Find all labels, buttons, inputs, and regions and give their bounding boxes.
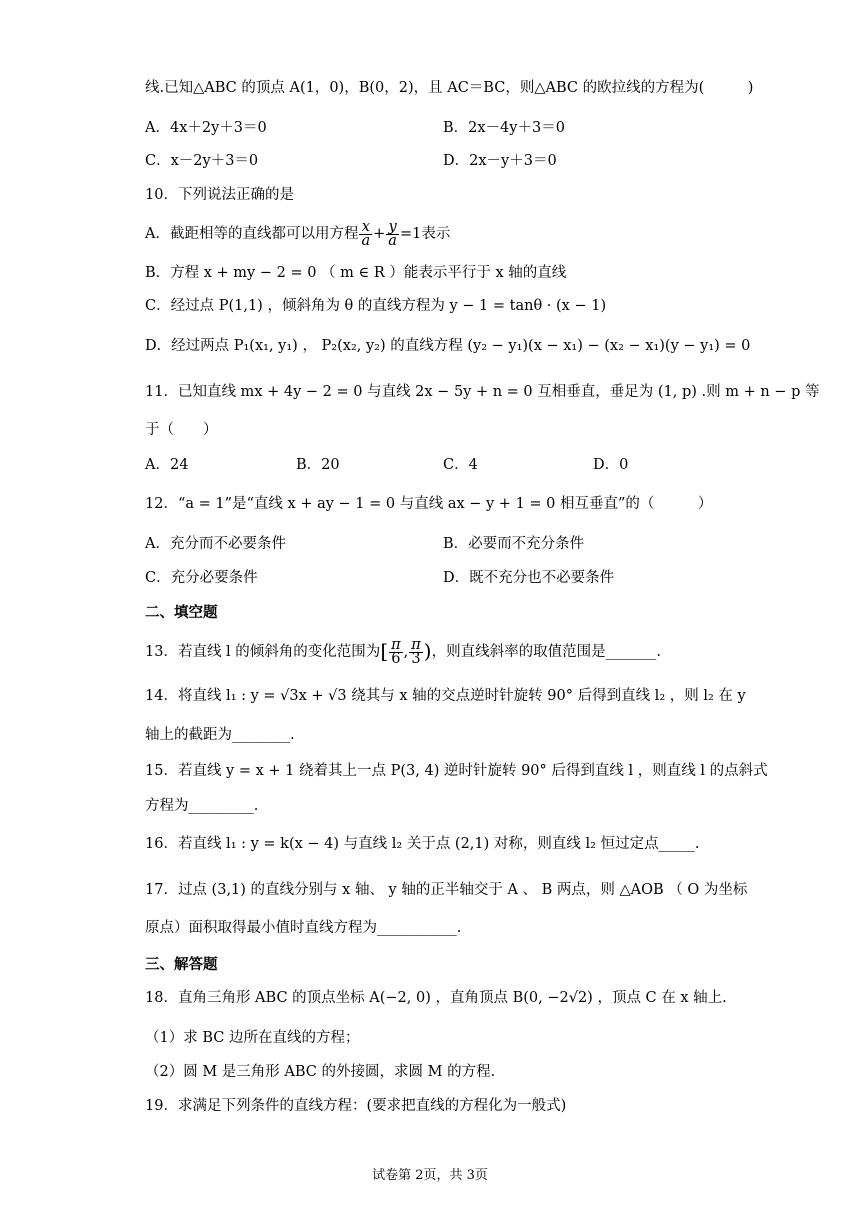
q12-option-c: C．充分必要条件 bbox=[145, 570, 258, 586]
q17-line1: 17．过点 (3,1) 的直线分别与 x 轴、 y 轴的正半轴交于 A 、 B 两点，则 △AOB （ O 为坐标 bbox=[145, 882, 748, 898]
page-footer: 试卷第 2页，共 3页 bbox=[372, 1168, 488, 1183]
q16-line: 16．若直线 l₁ : y = k(x − 4) 与直线 l₂ 关于点 (2,1) 对称，则直线 l₂ 恒过定点_____. bbox=[145, 836, 700, 852]
fraction-pi-over-6: $\frac{\pi}{6}$ bbox=[391, 636, 401, 667]
q14-line1: 14．将直线 l₁ : y = √3x + √3 绕其与 x 轴的交点逆时针旋转 90° 后得到直线 l₂ ，则 l₂ 在 y bbox=[145, 688, 746, 704]
q14-line2: 轴上的截距为________. bbox=[145, 727, 295, 743]
q11-option-d: D．0 bbox=[593, 457, 629, 473]
q15-line2: 方程为_________. bbox=[145, 798, 259, 814]
q11-option-c: C．4 bbox=[443, 457, 478, 473]
left-bracket: [ bbox=[380, 639, 389, 663]
q9-option-d: D．2x－y＋3＝0 bbox=[443, 153, 557, 169]
q18-line1: 18．直角三角形 ABC 的顶点坐标 A(−2, 0) ，直角顶点 B(0, −2√2) ，顶点 C 在 x 轴上. bbox=[145, 990, 727, 1006]
q11-option-a: A．24 bbox=[145, 457, 189, 473]
q13-stem: 13．若直线 l 的倾斜角的变化范围为[ $\frac{\pi}{6}$ , $\frac{\pi}{3}$ )，则直线斜率的取值范围是_______. bbox=[145, 636, 661, 667]
q9-option-b: B．2x－4y＋3＝0 bbox=[443, 120, 565, 136]
q10-option-d: D．经过两点 P₁(x₁, y₁) ， P₂(x₂, y₂) 的直线方程 (y₂ − y₁)(x − x₁) − (x₂ − x₁)(y − y₁) = 0 bbox=[145, 338, 751, 354]
fraction-x-over-a: $\frac{x}{a}$ bbox=[361, 218, 371, 249]
fraction-y-over-a: $\frac{y}{a}$ bbox=[388, 218, 397, 249]
section-title-solutions: 三、解答题 bbox=[145, 957, 218, 973]
q11-option-b: B．20 bbox=[296, 457, 340, 473]
fraction-pi-over-3: $\frac{\pi}{3}$ bbox=[411, 636, 421, 667]
q10-option-b: B．方程 x + my − 2 = 0 （ m ∈ R ）能表示平行于 x 轴的直线 bbox=[145, 265, 567, 281]
q15-line1: 15．若直线 y = x + 1 绕着其上一点 P(3, 4) 逆时针旋转 90° 后得到直线 l ，则直线 l 的点斜式 bbox=[145, 763, 768, 779]
q13-suffix: ，则直线斜率的取值范围是_______. bbox=[431, 644, 661, 660]
q17-line2: 原点）面积取得最小值时直线方程为___________. bbox=[145, 920, 462, 936]
q12-option-b: B．必要而不充分条件 bbox=[443, 536, 585, 552]
section-title-fill-in: 二、填空题 bbox=[145, 605, 218, 621]
q18-part1: （1）求 BC 边所在直线的方程； bbox=[145, 1030, 360, 1046]
q11-stem-line1: 11．已知直线 mx + 4y − 2 = 0 与直线 2x − 5y + n = 0 互相垂直，垂足为 (1, p) .则 m + n − p 等 bbox=[145, 384, 820, 400]
q13-prefix: 13．若直线 l 的倾斜角的变化范围为 bbox=[145, 644, 381, 660]
q11-stem-line2: 于（ ） bbox=[145, 422, 218, 438]
q10-option-c: C．经过点 P(1,1) ，倾斜角为 θ 的直线方程为 y − 1 = tanθ · (x − 1) bbox=[145, 298, 607, 314]
q10-stem: 10．下列说法正确的是 bbox=[145, 187, 294, 203]
q9-option-a: A．4x＋2y＋3＝0 bbox=[145, 120, 267, 136]
q19-line: 19．求满足下列条件的直线方程：(要求把直线的方程化为一般式) bbox=[145, 1098, 567, 1114]
q10-option-a-suffix: 表示 bbox=[421, 226, 451, 242]
q12-stem: 12．“a = 1”是“直线 x + ay − 1 = 0 与直线 ax − y + 1 = 0 相互垂直”的（ ） bbox=[145, 496, 713, 512]
q9-stem: 线.已知△ABC 的顶点 A(1，0)，B(0，2)，且 AC＝BC，则△ABC 的欧拉线的方程为( ) bbox=[145, 80, 754, 96]
q18-part2: （2）圆 M 是三角形 ABC 的外接圆，求圆 M 的方程. bbox=[145, 1064, 496, 1080]
q12-option-a: A．充分而不必要条件 bbox=[145, 536, 286, 552]
q10-option-a-prefix: A．截距相等的直线都可以用方程 bbox=[145, 226, 359, 242]
q12-option-d: D．既不充分也不必要条件 bbox=[443, 570, 615, 586]
right-paren: ) bbox=[423, 639, 432, 663]
q9-option-c: C．x－2y＋3＝0 bbox=[145, 153, 259, 169]
q10-option-a: A．截距相等的直线都可以用方程 $\frac{x}{a}$ + $\frac{y}{a}$ =1表示 bbox=[145, 218, 451, 249]
